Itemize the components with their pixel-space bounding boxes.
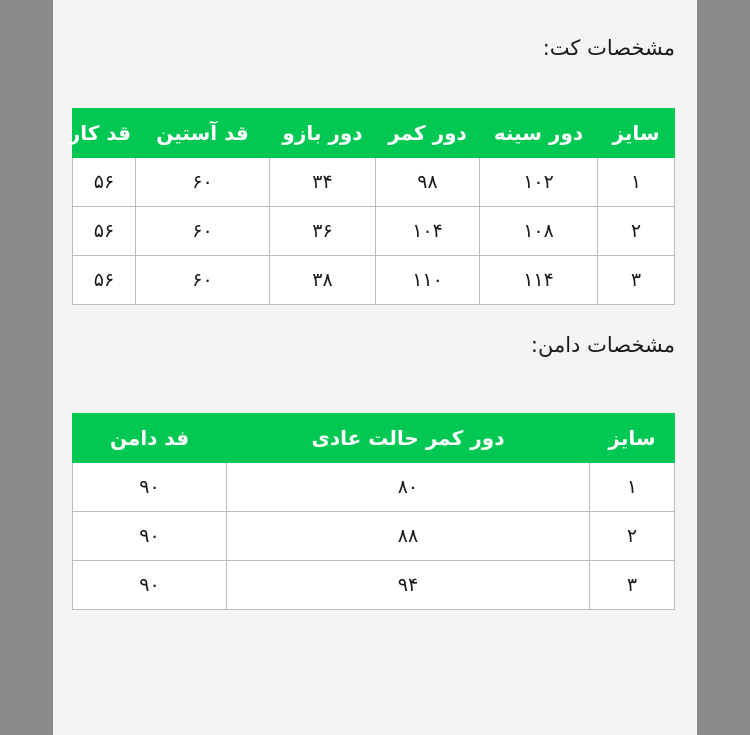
table-cell: ۸۸ [227, 512, 590, 561]
table-cell: ۶۰ [136, 158, 270, 207]
table-row [73, 207, 675, 256]
jacket-spec-table [68, 108, 675, 305]
skirt-spec-table [72, 413, 675, 610]
table-cell: ۵۶ [73, 207, 136, 256]
column-header: قد کار [73, 109, 136, 158]
table-row [73, 561, 675, 610]
table-cell: ۳ [598, 256, 675, 305]
column-header: دور کمر [376, 109, 480, 158]
table-cell: ۵۶ [73, 158, 136, 207]
table-cell: ۹۰ [73, 463, 227, 512]
table-cell: ۱۱۰ [376, 256, 480, 305]
table-cell: ۱۰۴ [376, 207, 480, 256]
table-header-row [73, 414, 675, 463]
table-cell: ۸۰ [227, 463, 590, 512]
table-cell: ۳۸ [270, 256, 376, 305]
table-cell: ۶۰ [136, 207, 270, 256]
table-cell: ۹۸ [376, 158, 480, 207]
table-cell: ۳ [590, 561, 675, 610]
table-row [73, 463, 675, 512]
table-cell: ۹۰ [73, 512, 227, 561]
table-cell: ۱۰۸ [480, 207, 598, 256]
document-sheet [53, 0, 697, 735]
table-cell: ۱ [590, 463, 675, 512]
table-row [73, 512, 675, 561]
table-cell: ۱ [598, 158, 675, 207]
table-cell: ۲ [590, 512, 675, 561]
column-header: دور سینه [480, 109, 598, 158]
table-row [73, 158, 675, 207]
table-cell: ۳۴ [270, 158, 376, 207]
table-row [73, 256, 675, 305]
table-cell: ۹۰ [73, 561, 227, 610]
column-header: قد آستین [136, 109, 270, 158]
column-header: دور کمر حالت عادی [227, 414, 590, 463]
column-header: سایز [598, 109, 675, 158]
table-cell: ۶۰ [136, 256, 270, 305]
table-cell: ۱۰۲ [480, 158, 598, 207]
column-header: دور بازو [270, 109, 376, 158]
section-title-jacket: مشخصات کت: [542, 36, 675, 60]
table-cell: ۱۱۴ [480, 256, 598, 305]
table-cell: ۵۶ [73, 256, 136, 305]
table-cell: ۹۴ [227, 561, 590, 610]
column-header: سایز [590, 414, 675, 463]
section-title-skirt: مشخصات دامن: [530, 333, 675, 357]
table-header-row [73, 109, 675, 158]
table-cell: ۳۶ [270, 207, 376, 256]
table-cell: ۲ [598, 207, 675, 256]
column-header: فد دامن [73, 414, 227, 463]
